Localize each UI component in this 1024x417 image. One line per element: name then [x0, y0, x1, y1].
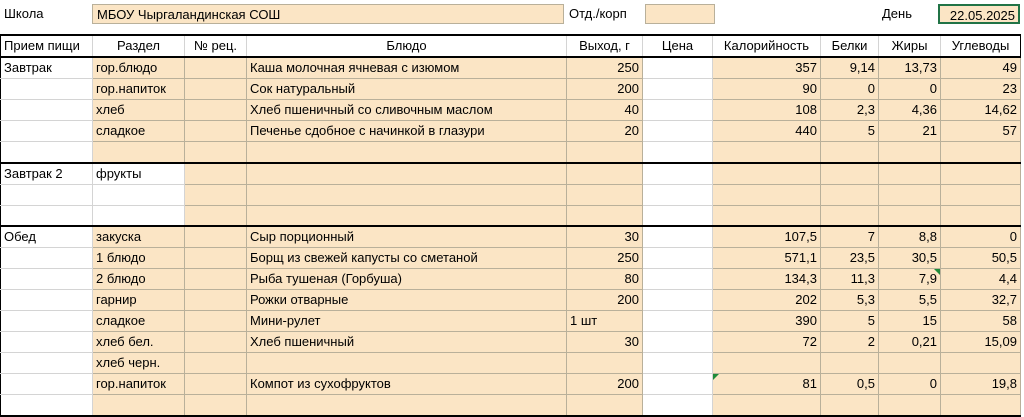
yield-cell[interactable] [567, 163, 643, 185]
section-column-header[interactable]: Раздел [93, 35, 185, 57]
meal-cell[interactable] [1, 142, 93, 163]
section-cell[interactable]: гор.напиток [93, 374, 185, 395]
table-row [1, 100, 1021, 121]
yield-cell[interactable] [567, 395, 643, 416]
protein-cell[interactable] [821, 205, 879, 226]
meal-cell[interactable] [1, 205, 93, 226]
protein-cell[interactable] [821, 142, 879, 163]
calories-cell[interactable] [713, 142, 821, 163]
fat-cell[interactable] [879, 395, 941, 416]
dish-cell[interactable]: Хлеб пшеничный [247, 332, 567, 353]
recipe-number-cell[interactable] [185, 205, 247, 226]
fat-cell[interactable]: 4,36 [879, 100, 941, 121]
fat-cell[interactable] [879, 353, 941, 374]
section-cell[interactable]: сладкое [93, 121, 185, 142]
calories-cell[interactable]: 107,5 [713, 226, 821, 248]
meal-cell[interactable] [1, 332, 93, 353]
table-row [1, 311, 1021, 332]
dish-cell[interactable] [247, 395, 567, 416]
menu-table [0, 34, 1021, 417]
price-cell[interactable] [643, 374, 713, 395]
meal-cell[interactable] [1, 311, 93, 332]
yield-cell[interactable]: 40 [567, 100, 643, 121]
price-cell[interactable] [643, 142, 713, 163]
fat-column-header[interactable]: Жиры [879, 35, 941, 57]
protein-cell[interactable]: 9,14 [821, 57, 879, 79]
yield-cell[interactable] [567, 205, 643, 226]
fat-cell[interactable]: 30,5 [879, 248, 941, 269]
price-cell[interactable] [643, 184, 713, 205]
meal-cell[interactable] [1, 374, 93, 395]
price-cell[interactable] [643, 269, 713, 290]
carbs-cell[interactable]: 50,5 [941, 248, 1021, 269]
calories-cell[interactable]: 390 [713, 311, 821, 332]
meal-cell[interactable] [1, 184, 93, 205]
table-row [1, 248, 1021, 269]
table-row [1, 57, 1021, 79]
price-cell[interactable] [643, 248, 713, 269]
dish-cell[interactable] [247, 205, 567, 226]
dish-cell[interactable] [247, 353, 567, 374]
section-cell[interactable] [93, 142, 185, 163]
dish-cell[interactable]: Хлеб пшеничный со сливочным маслом [247, 100, 567, 121]
meal-cell[interactable] [1, 121, 93, 142]
yield-cell[interactable]: 200 [567, 290, 643, 311]
meal-cell[interactable] [1, 395, 93, 416]
table-row [1, 79, 1021, 100]
table-row [1, 374, 1021, 395]
yield-cell[interactable]: 20 [567, 121, 643, 142]
carbs-cell[interactable]: 58 [941, 311, 1021, 332]
carbs-cell[interactable] [941, 353, 1021, 374]
calories-cell[interactable]: 108 [713, 100, 821, 121]
section-cell[interactable]: гарнир [93, 290, 185, 311]
protein-cell[interactable] [821, 395, 879, 416]
calories-cell[interactable]: 134,3 [713, 269, 821, 290]
carbs-cell[interactable] [941, 142, 1021, 163]
section-cell[interactable]: хлеб [93, 100, 185, 121]
protein-cell[interactable]: 0,5 [821, 374, 879, 395]
protein-cell[interactable]: 5 [821, 311, 879, 332]
table-row [1, 142, 1021, 163]
section-cell[interactable]: фрукты [93, 163, 185, 185]
fat-cell[interactable]: 13,73 [879, 57, 941, 79]
yield-cell[interactable]: 1 шт [567, 311, 643, 332]
school-label: Школа [4, 6, 44, 21]
dish-column-header[interactable]: Блюдо [247, 35, 567, 57]
table-row [1, 290, 1021, 311]
recipe-number-cell[interactable] [185, 163, 247, 185]
price-column-header[interactable]: Цена [643, 35, 713, 57]
yield-cell[interactable]: 30 [567, 332, 643, 353]
protein-cell[interactable]: 2,3 [821, 100, 879, 121]
recipe-number-cell[interactable] [185, 374, 247, 395]
carbs-cell[interactable] [941, 163, 1021, 185]
meal-cell[interactable] [1, 290, 93, 311]
menu-table-body [1, 57, 1021, 416]
meal-column-header[interactable]: Прием пищи [1, 35, 93, 57]
fat-cell[interactable]: 0,21 [879, 332, 941, 353]
recipe-number-cell[interactable] [185, 57, 247, 79]
section-cell[interactable] [93, 395, 185, 416]
yield-cell[interactable]: 250 [567, 248, 643, 269]
dish-cell[interactable]: Борщ из свежей капусты со сметаной [247, 248, 567, 269]
fat-cell[interactable] [879, 205, 941, 226]
recipe-number-cell[interactable] [185, 269, 247, 290]
price-cell[interactable] [643, 121, 713, 142]
calories-cell[interactable] [713, 205, 821, 226]
recipe-number-cell[interactable] [185, 184, 247, 205]
recipe-number-cell[interactable] [185, 121, 247, 142]
calories-cell[interactable]: 440 [713, 121, 821, 142]
calories-cell[interactable] [713, 184, 821, 205]
yield-column-header[interactable]: Выход, г [567, 35, 643, 57]
recipe-number-cell[interactable] [185, 311, 247, 332]
table-row [1, 395, 1021, 416]
price-cell[interactable] [643, 100, 713, 121]
yield-cell[interactable]: 200 [567, 374, 643, 395]
yield-cell[interactable]: 30 [567, 226, 643, 248]
table-row [1, 332, 1021, 353]
department-cell[interactable] [645, 4, 715, 24]
protein-cell[interactable]: 5,3 [821, 290, 879, 311]
carbs-cell[interactable] [941, 395, 1021, 416]
table-row [1, 163, 1021, 185]
fat-cell[interactable]: 15 [879, 311, 941, 332]
recipe-number-cell[interactable] [185, 226, 247, 248]
section-cell[interactable] [93, 184, 185, 205]
carbs-cell[interactable] [941, 205, 1021, 226]
meal-cell[interactable] [1, 100, 93, 121]
dish-cell[interactable]: Мини-рулет [247, 311, 567, 332]
section-cell[interactable]: гор.блюдо [93, 57, 185, 79]
recipe-number-column-header[interactable]: № рец. [185, 35, 247, 57]
yield-cell[interactable]: 200 [567, 79, 643, 100]
protein-cell[interactable]: 2 [821, 332, 879, 353]
section-cell[interactable]: закуска [93, 226, 185, 248]
fat-cell[interactable]: 5,5 [879, 290, 941, 311]
column-header-row [1, 35, 1021, 57]
table-row [1, 205, 1021, 226]
table-row [1, 121, 1021, 142]
calories-cell[interactable]: 90 [713, 79, 821, 100]
meal-name-cell[interactable]: Завтрак [1, 57, 93, 79]
calories-cell[interactable]: 72 [713, 332, 821, 353]
fat-cell[interactable]: 0 [879, 374, 941, 395]
section-cell[interactable]: 1 блюдо [93, 248, 185, 269]
dish-cell[interactable]: Рыба тушеная (Горбуша) [247, 269, 567, 290]
carbs-cell[interactable]: 57 [941, 121, 1021, 142]
protein-cell[interactable] [821, 184, 879, 205]
protein-cell[interactable]: 23,5 [821, 248, 879, 269]
carbs-column-header[interactable]: Углеводы [941, 35, 1021, 57]
fat-cell[interactable] [879, 184, 941, 205]
table-row [1, 269, 1021, 290]
dish-cell[interactable] [247, 142, 567, 163]
protein-cell[interactable]: 5 [821, 121, 879, 142]
carbs-cell[interactable] [941, 184, 1021, 205]
date-cell[interactable]: 22.05.2025 [938, 4, 1020, 24]
recipe-number-cell[interactable] [185, 79, 247, 100]
meal-cell[interactable] [1, 353, 93, 374]
yield-cell[interactable] [567, 142, 643, 163]
meal-name-cell[interactable]: Обед [1, 226, 93, 248]
calories-cell[interactable] [713, 395, 821, 416]
yield-cell[interactable] [567, 184, 643, 205]
fat-cell[interactable] [879, 163, 941, 185]
recipe-number-cell[interactable] [185, 100, 247, 121]
meal-cell[interactable] [1, 269, 93, 290]
protein-column-header[interactable]: Белки [821, 35, 879, 57]
calories-cell[interactable]: 81 [713, 374, 821, 395]
recipe-number-cell[interactable] [185, 353, 247, 374]
fat-cell[interactable] [879, 142, 941, 163]
price-cell[interactable] [643, 205, 713, 226]
table-row [1, 353, 1021, 374]
meal-name-cell[interactable]: Завтрак 2 [1, 163, 93, 185]
protein-cell[interactable] [821, 353, 879, 374]
meal-cell[interactable] [1, 248, 93, 269]
calories-cell[interactable] [713, 163, 821, 185]
protein-cell[interactable]: 7 [821, 226, 879, 248]
recipe-number-cell[interactable] [185, 142, 247, 163]
carbs-cell[interactable]: 14,62 [941, 100, 1021, 121]
yield-cell[interactable] [567, 353, 643, 374]
price-cell[interactable] [643, 353, 713, 374]
price-cell[interactable] [643, 57, 713, 79]
carbs-cell[interactable]: 23 [941, 79, 1021, 100]
carbs-cell[interactable]: 32,7 [941, 290, 1021, 311]
school-name-cell[interactable]: МБОУ Чыргаландинская СОШ [92, 4, 564, 24]
yield-cell[interactable]: 250 [567, 57, 643, 79]
protein-cell[interactable]: 0 [821, 79, 879, 100]
calories-column-header[interactable]: Калорийность [713, 35, 821, 57]
day-label: День [882, 6, 912, 21]
yield-cell[interactable]: 80 [567, 269, 643, 290]
dish-cell[interactable]: Сок натуральный [247, 79, 567, 100]
calories-cell[interactable]: 202 [713, 290, 821, 311]
meal-cell[interactable] [1, 79, 93, 100]
calories-cell[interactable]: 357 [713, 57, 821, 79]
dish-cell[interactable]: Рожки отварные [247, 290, 567, 311]
carbs-cell[interactable]: 15,09 [941, 332, 1021, 353]
table-row [1, 226, 1021, 248]
section-cell[interactable] [93, 205, 185, 226]
dish-cell[interactable]: Каша молочная ячневая с изюмом [247, 57, 567, 79]
price-cell[interactable] [643, 163, 713, 185]
dish-cell[interactable] [247, 184, 567, 205]
recipe-number-cell[interactable] [185, 248, 247, 269]
calories-cell[interactable]: 571,1 [713, 248, 821, 269]
section-cell[interactable]: хлеб бел. [93, 332, 185, 353]
sheet-header [0, 0, 1024, 28]
price-cell[interactable] [643, 226, 713, 248]
dish-cell[interactable]: Печенье сдобное с начинкой в глазури [247, 121, 567, 142]
price-cell[interactable] [643, 311, 713, 332]
carbs-cell[interactable]: 0 [941, 226, 1021, 248]
section-cell[interactable]: сладкое [93, 311, 185, 332]
fat-cell[interactable]: 7,9 [879, 269, 941, 290]
section-cell[interactable]: 2 блюдо [93, 269, 185, 290]
price-cell[interactable] [643, 290, 713, 311]
carbs-cell[interactable]: 4,4 [941, 269, 1021, 290]
price-cell[interactable] [643, 395, 713, 416]
dish-cell[interactable] [247, 163, 567, 185]
dish-cell[interactable]: Сыр порционный [247, 226, 567, 248]
fat-cell[interactable]: 0 [879, 79, 941, 100]
protein-cell[interactable]: 11,3 [821, 269, 879, 290]
recipe-number-cell[interactable] [185, 395, 247, 416]
fat-cell[interactable]: 8,8 [879, 226, 941, 248]
dish-cell[interactable]: Компот из сухофруктов [247, 374, 567, 395]
calories-cell[interactable] [713, 353, 821, 374]
department-label: Отд./корп [569, 6, 627, 21]
protein-cell[interactable] [821, 163, 879, 185]
carbs-cell[interactable]: 49 [941, 57, 1021, 79]
price-cell[interactable] [643, 79, 713, 100]
fat-cell[interactable]: 21 [879, 121, 941, 142]
price-cell[interactable] [643, 332, 713, 353]
section-cell[interactable]: гор.напиток [93, 79, 185, 100]
section-cell[interactable]: хлеб черн. [93, 353, 185, 374]
table-row [1, 184, 1021, 205]
recipe-number-cell[interactable] [185, 332, 247, 353]
carbs-cell[interactable]: 19,8 [941, 374, 1021, 395]
recipe-number-cell[interactable] [185, 290, 247, 311]
